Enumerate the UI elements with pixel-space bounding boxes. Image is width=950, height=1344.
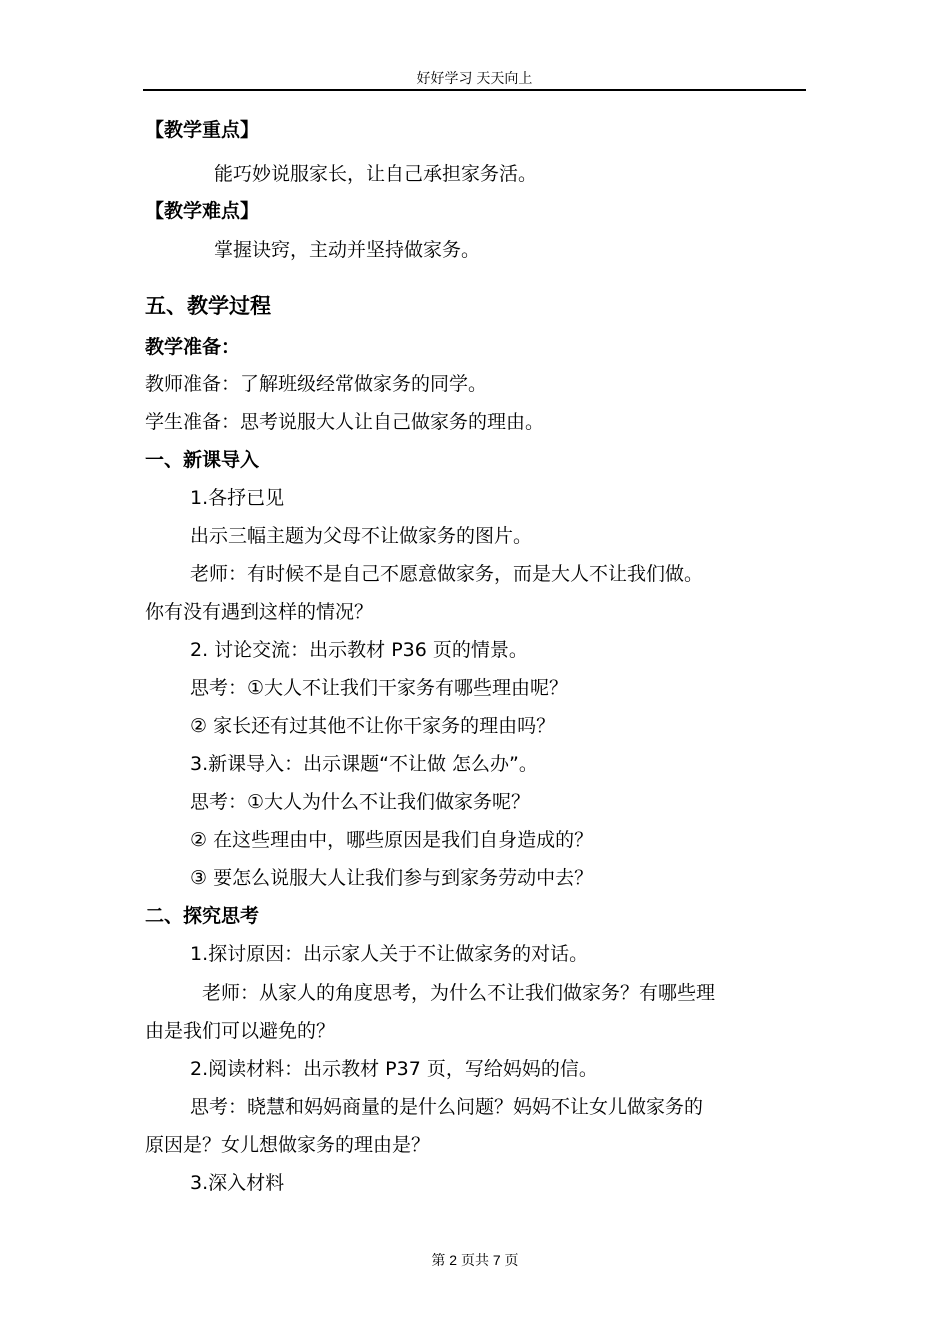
paragraph: 思考：晓慧和妈妈商量的是什么问题？妈妈不让女儿做家务的 [190, 1096, 704, 1118]
teacher-prep: 教师准备：了解班级经常做家务的同学。 [145, 373, 488, 395]
key-points-text: 能巧妙说服家长，让自己承担家务活。 [214, 163, 538, 185]
paragraph: 2. 讨论交流：出示教材 P36 页的情景。 [190, 639, 528, 661]
student-prep: 学生准备：思考说服大人让自己做家务的理由。 [145, 411, 545, 433]
paragraph: 你有没有遇到这样的情况？ [145, 601, 374, 623]
paragraph: 1.各抒已见 [190, 487, 285, 509]
paragraph: 3.新课导入：出示课题“不让做 怎么办”。 [190, 753, 538, 775]
section-heading-process: 五、教学过程 [145, 294, 271, 318]
paragraph: 1.探讨原因：出示家人关于不让做家务的对话。 [190, 943, 589, 965]
paragraph: 3.深入材料 [190, 1172, 285, 1194]
page-number: 第 2 页共 7 页 [431, 1252, 519, 1268]
paragraph: 原因是？女儿想做家务的理由是？ [145, 1134, 431, 1156]
paragraph: 思考：①大人为什么不让我们做家务呢？ [190, 791, 531, 813]
paragraph: ② 家长还有过其他不让你干家务的理由吗？ [190, 715, 556, 737]
part-one-heading: 一、新课导入 [145, 449, 260, 471]
paragraph: 老师：从家人的角度思考，为什么不让我们做家务？有哪些理 [202, 982, 716, 1004]
section-heading-key-points: 【教学重点】 [145, 119, 260, 141]
paragraph: ③ 要怎么说服大人让我们参与到家务劳动中去？ [190, 867, 594, 889]
paragraph: 2.阅读材料：出示教材 P37 页，写给妈妈的信。 [190, 1058, 598, 1080]
paragraph: 老师：有时候不是自己不愿意做家务，而是大人不让我们做。 [190, 563, 704, 585]
difficulties-text: 掌握诀窍，主动并坚持做家务。 [214, 239, 481, 261]
section-heading-difficulties: 【教学难点】 [145, 200, 260, 222]
paragraph: 出示三幅主题为父母不让做家务的图片。 [190, 525, 533, 547]
paragraph: ② 在这些理由中，哪些原因是我们自身造成的？ [190, 829, 594, 851]
paragraph: 由是我们可以避免的？ [145, 1020, 336, 1042]
part-two-heading: 二、探究思考 [145, 905, 260, 927]
prep-heading: 教学准备： [145, 336, 241, 358]
paragraph: 思考：①大人不让我们干家务有哪些理由呢？ [190, 677, 569, 699]
header-rule [143, 89, 806, 91]
page-header: 好好学习 天天向上 [416, 70, 533, 86]
